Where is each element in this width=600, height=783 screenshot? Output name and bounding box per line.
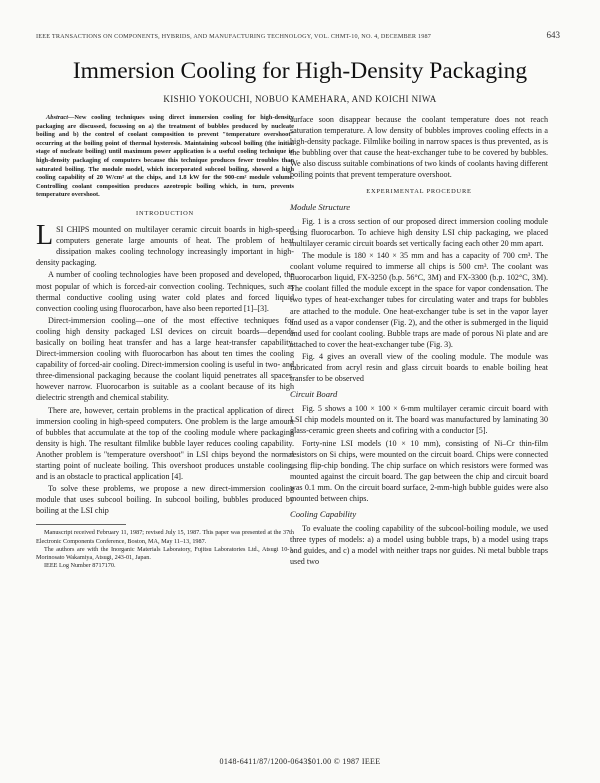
footnote-manuscript: Manuscript received February 11, 1987; revised July 15, 1987. This paper was presented at the 37th Electronic Components Conference, Boston, MA, May 11–13, 1987.	[36, 529, 294, 545]
intro-continuation: surface soon disappear because the coolant temperature does not reach saturation temperature. A low density of bubbles improves cooling effects in a high-density package. Filmlike boiling in narrow spaces is thus prevented, as is the bubbling over that cause the heat-exchanger tube to be covered by bubbles. We also discuss suitable combinations of two kinds of coolants having different boiling points that prevent temperature overshoot.	[290, 115, 548, 180]
paper-title: Immersion Cooling for High-Density Packaging	[72, 58, 528, 84]
footnotes	[36, 529, 294, 569]
experimental-procedure-heading: EXPERIMENTAL PROCEDURE	[366, 187, 472, 195]
circuit-paragraph-1: Fig. 5 shows a 100 × 100 × 6-mm multilayer ceramic circuit board with LSI chip models mounted on it. The board was manufactured by laminating 30 glass-ceramic green sheets and cofiring with a conductor [5].	[290, 404, 548, 436]
module-paragraph-1: Fig. 1 is a cross section of our proposed direct immersion cooling module using fluorocarbon. To achieve high density LSI chip packaging, we placed multilayer ceramic circuit boards set vertically facing each other 20 mm apart.	[290, 216, 548, 248]
footnote-affiliation: The authors are with the Inorganic Materials Laboratory, Fujitsu Laboratories Ltd., Atsugi 10-1, Morinosato Wakamiya, Atsugi, 243-01, Japan.	[36, 545, 294, 561]
cooling-paragraph-1: To evaluate the cooling capability of the subcool-boiling module, we used three types of models: a) a model using bubble traps, b) a model using traps and guides, and c) a model with neither traps nor guides. Ni metal bubble traps used two	[290, 524, 548, 567]
module-paragraph-3: Fig. 4 gives an overall view of the cooling module. The module was fabricated from acryl resin and glass circuit boards to enable boiling heat transfer to be observed	[290, 351, 548, 384]
footnote-log-number: IEEE Log Number 8717170.	[44, 561, 116, 569]
running-head	[36, 30, 560, 40]
module-structure-heading: Module Structure	[290, 201, 351, 212]
abstract-text: —New cooling techniques using direct immersion cooling for high-density packaging are discussed, focussing on a) the treatment of bubbles produced by nucleate boiling and b) the control of coolant composition to prevent "temperature overshoot" occurring at the boiling point of thermal hysteresis. Maintaining subcool boiling (the initial stage of nucleate boiling) until maximum power application is a useful cooling technique in high-density packaging of computers because this technique produces fewer troubles than saturated boiling. The module model, which incorporated subcool boiling, showed a high cooling capability of 20 W/cm² at the chips, and 1.8 kW for the 900-cm² module volume. Controlling coolant composition produces azeotropic boiling which, in turn, prevents temperature overshoot.	[36, 114, 294, 199]
introduction-heading: INTRODUCTION	[136, 209, 194, 217]
intro-paragraph-2: A number of cooling technologies have been proposed and developed, the most popular of which is forced-air convection cooling. Techniques, such as thermal conductive cooling using water cold plates and forced liquid convection cooling using fluorocarbon, have also been reported [1]–[3].	[36, 270, 294, 313]
intro-paragraph-5: To solve these problems, we propose a new direct-immersion cooling module that uses subcool boiling. In subcool boiling, bubbles produced by boiling at the LSI chip	[36, 484, 294, 516]
drop-cap-letter: L	[36, 220, 54, 252]
circuit-paragraph-2: Forty-nine LSI models (10 × 10 mm), consisting of Ni–Cr thin-film resistors on Si chips, were mounted on the circuit board. Chips were connected using flip-chip bonding. The chip surface on which resistors were formed was mounted against the circuit board. The gap between the chip and circuit board was 0.1 mm. On the circuit board surface, 2-mm-high bubble guides were also mounted between chips.	[290, 438, 548, 503]
copyright-line: 0148-6411/87/1200-0643$01.00 © 1987 IEEE	[219, 757, 381, 766]
left-column	[36, 114, 294, 570]
journal-running-title: IEEE TRANSACTIONS ON COMPONENTS, HYBRIDS, AND MANUFACTURING TECHNOLOGY, VOL. CHMT-10, NO. 4, DECEMBER 1987	[36, 33, 432, 40]
intro-paragraph-1-text: SI CHIPS mounted on multilayer ceramic circuit boards in high-speed computers generate large amounts of heat. The problem of heat dissipation makes cooling technology increasingly important in high-density packaging.	[36, 225, 294, 268]
cooling-capability-heading: Cooling Capability	[290, 509, 357, 520]
module-paragraph-2: The module is 180 × 140 × 35 mm and has a capacity of 700 cm³. The coolant volume required to immerse all chips is 500 cm³. The coolant was fluorocarbon liquid, FX-3250 (b.p. 56°C, 3M) and FX-3300 (b.p. 102°C, 3M). The coolant filled the module except in the space for vapor condensation. The two types of heat-exchanger tubes for circulating water and traps for bubbles are attached to the module. One heat-exchanger tube is set in the vapor layer and used as a vapor condenser (Fig. 2), and the other is submerged in the liquid and used for coolant cooling. Bubble traps are made of porous Ni plate and are attached to cover the heat-exchanger tube (Fig. 3).	[290, 251, 548, 349]
abstract	[36, 114, 294, 200]
circuit-board-heading: Circuit Board	[290, 389, 338, 400]
intro-paragraph-3: Direct-immersion cooling—one of the most effective techniques for cooling high density packaged LSI devices on circuit boards—depends basically on boiling heat transfer and has a large heat-transfer capability. Direct-immersion cooling with fluorocarbon has about ten times the cooling capability of forced-air cooling. Direct-immersion cooling is useful in two- and three-dimensional packaging because the coolant liquid penetrates all spaces, however narrow. Fluorocarbon is suitable as a coolant because of its high dielectric strength and chemical stability.	[36, 315, 294, 403]
author-list: KISHIO YOKOUCHI, NOBUO KAMEHARA, AND KOICHI NIWA	[163, 94, 437, 104]
intro-paragraph-1	[36, 220, 294, 268]
right-column	[290, 114, 548, 569]
intro-paragraph-4: There are, however, certain problems in the practical application of direct immersion cooling in high-speed computers. One problem is the large amount of bubbles that accumulate at the top of the cooling module where packaging density is high. The resultant filmlike bubble layer reduces cooling capability. Another problem is "temperature overshoot" in LSI chips beyond the normal starting point of nucleate boiling. This overshoot produces unstable cooling, and is an obstacle to practical application [4].	[36, 405, 294, 482]
page-number: 643	[546, 30, 560, 40]
abstract-label: Abstract	[46, 114, 69, 121]
